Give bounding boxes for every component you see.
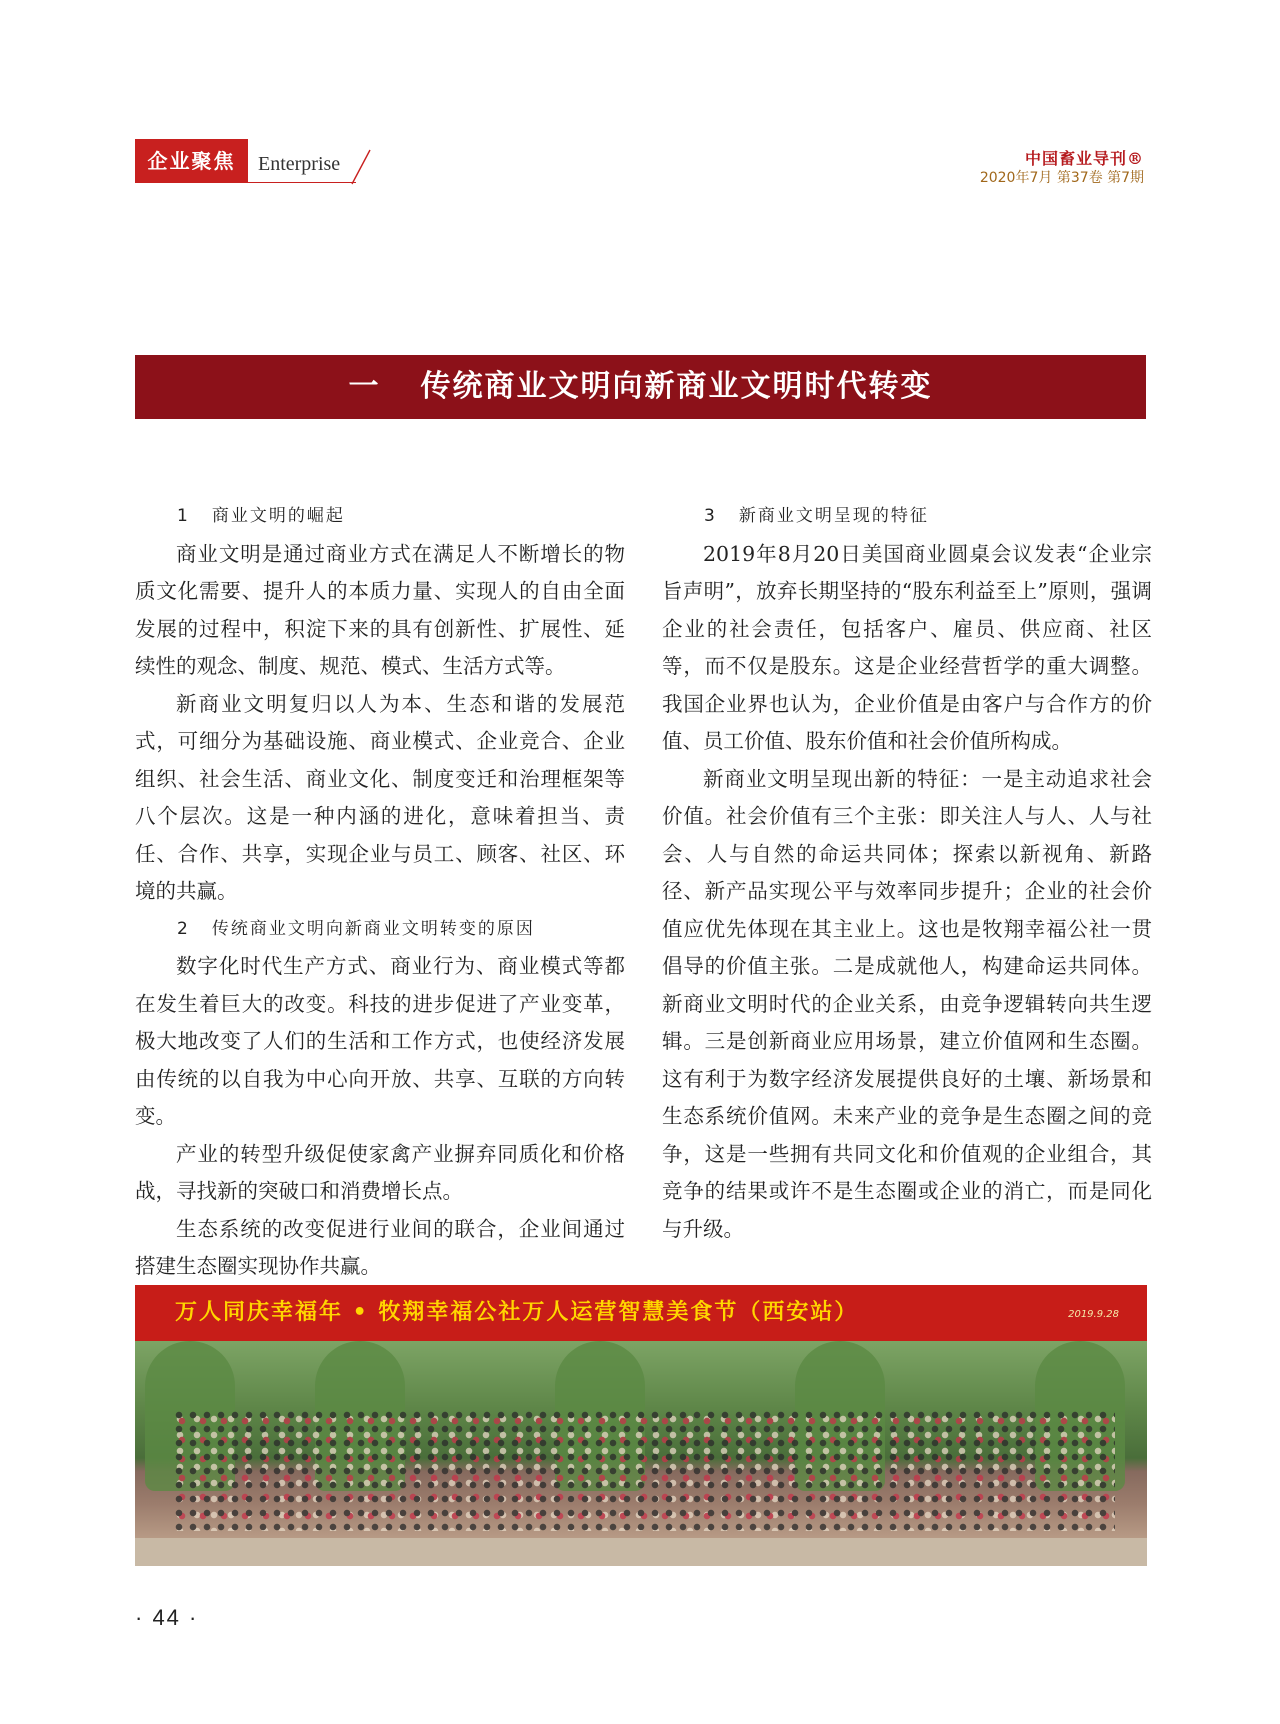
magazine-name: 中国畜业导刊® [1024,149,1144,168]
banner-title: 传统商业文明向新商业文明时代转变 [420,369,933,404]
crowd [175,1411,1115,1531]
photo-scene [135,1341,1147,1566]
section-tag: 企业聚焦 [135,139,248,183]
paragraph: 新商业文明呈现出新的特征：一是主动追求社会价值。社会价值有三个主张：即关注人与人、人与社会、人与自然的命运共同体；探索以新视角、新路径、新产品实现公平与效率同步提升；企业的社会价值应优先体现在其主业上。这也是牧翔幸福公社一贯倡导的价值主张。二是成就他人，构建命运共同体。新商业文明时代的企业关系，由竞争逻辑转向共生逻辑。三是创新商业应用场景，建立价值网和生态圈。这有利于为数字经济发展提供良好的土壤、新场景和生态系统价值网。未来产业的竞争是生态圈之间的竞争，这是一些拥有共同文化和价值观的企业组合，其竞争的结果或许不是生态圈或企业的消亡，而是同化与升级。 [662,766,1152,1241]
right-column [662,498,1152,1248]
section-banner [135,355,1146,419]
paragraph: 数字化时代生产方式、商业行为、商业模式等都在发生着巨大的改变。科技的进步促进了产业变革，极大地改变了人们的生活和工作方式，也使经济发展由传统的以自我为中心向开放、共享、互联的方向转变。 [135,954,625,1128]
ground [135,1538,1147,1566]
paragraph: 商业文明是通过商业方式在满足人不断增长的物质文化需要、提升人的本质力量、实现人的自由全面发展的过程中，积淀下来的具有创新性、扩展性、延续性的观念、制度、规范、模式、生活方式等。 [135,541,625,678]
paragraph: 新商业文明复归以人为本、生态和谐的发展范式，可细分为基础设施、商业模式、企业竞合、企业组织、社会生活、商业文化、制度变迁和治理框架等八个层次。这是一种内涵的进化，意味着担当、责任、合作、共享，实现企业与员工、顾客、社区、环境的共赢。 [135,691,625,903]
paragraph: 产业的转型升级促使家禽产业摒弃同质化和价格战，寻找新的突破口和消费增长点。 [135,1141,625,1203]
paragraph: 生态系统的改变促进行业间的联合，企业间通过搭建生态圈实现协作共赢。 [135,1216,625,1278]
photo-caption: 万人同庆幸福年 • 牧翔幸福公社万人运营智慧美食节（西安站） [135,1285,1147,1341]
paragraph: 2019年8月20日美国商业圆桌会议发表“企业宗旨声明”，放弃长期坚持的“股东利益至上”原则，强调企业的社会责任，包括客户、雇员、供应商、社区等，而不仅是股东。这是企业经营哲学的重大调整。我国企业界也认为，企业价值是由客户与合作方的价值、员工价值、股东价值和社会价值所构成。 [662,541,1152,753]
photo-date: 2019.9.28 [1068,1309,1119,1320]
subheading-1: 1 商业文明的崛起 [177,506,345,526]
banner-number: 一 [348,369,381,404]
subheading-3: 3 新商业文明呈现的特征 [704,506,929,526]
subheading-2: 2 传统商业文明向新商业文明转变的原因 [177,918,535,939]
page-number: · 44 · [135,1605,199,1630]
left-column [135,498,625,1286]
group-photo [135,1285,1147,1566]
issue-info: 2020年7月 第37卷 第7期 [979,170,1144,186]
section-tag-underline [248,182,356,183]
section-tag-english: Enterprise [258,153,341,175]
